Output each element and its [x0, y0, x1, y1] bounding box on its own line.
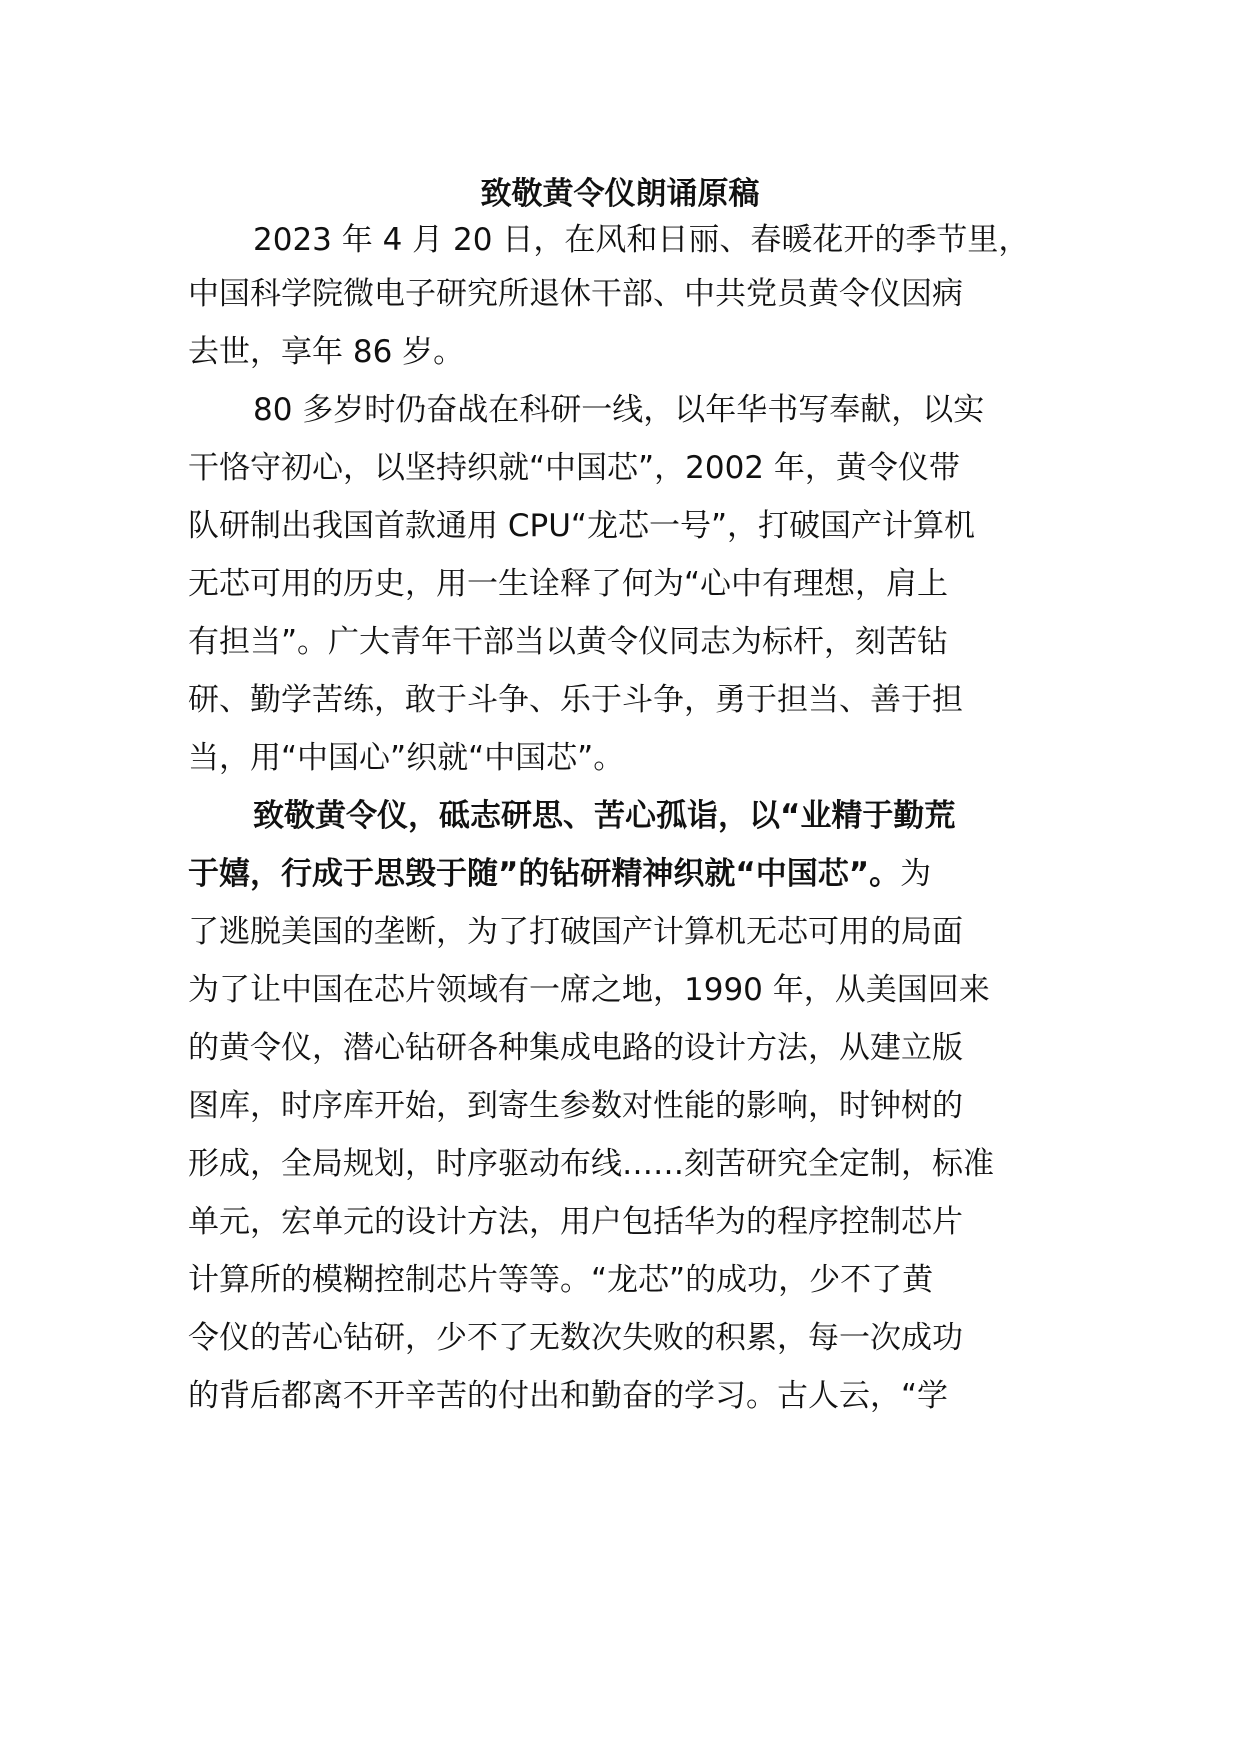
document-title: 致敬黄令仪朗诵原稿 [480, 176, 760, 212]
paragraph-2-line-4: 无芯可用的历史，用一生诠释了何为“心中有理想，肩上 [188, 566, 949, 602]
paragraph-3-bold-ending: 于嬉，行成于思毁于随”的钻研精神织就“中国芯”。 [188, 856, 901, 892]
paragraph-1-line-2: 中国科学院微电子研究所退休干部、中共党员黄令仪因病 [188, 276, 963, 312]
paragraph-1-line-1: 2023 年 4 月 20 日，在风和日丽、春暖花开的季节里， [253, 222, 1030, 258]
paragraph-3-normal-start: 为 [900, 856, 932, 892]
paragraph-3-line-2 [188, 852, 931, 896]
paragraph-3-line-1-bold: 致敬黄令仪，砥志研思、苦心孤诣，以“业精于勤荒 [253, 798, 956, 834]
paragraph-3-line-4: 为了让中国在芯片领域有一席之地，1990 年，从美国回来 [188, 972, 990, 1008]
paragraph-2-line-1: 80 多岁时仍奋战在科研一线，以年华书写奉献，以实 [253, 392, 985, 428]
paragraph-2-line-3: 队研制出我国首款通用 CPU“龙芯一号”，打破国产计算机 [188, 508, 976, 544]
paragraph-3-line-9: 计算所的模糊控制芯片等等。“龙芯”的成功，少不了黄 [188, 1262, 934, 1298]
paragraph-3-line-10: 令仪的苦心钻研，少不了无数次失败的积累，每一次成功 [188, 1320, 963, 1356]
paragraph-3-line-5: 的黄令仪，潜心钻研各种集成电路的设计方法，从建立版 [188, 1030, 963, 1066]
paragraph-3-line-3: 了逃脱美国的垄断，为了打破国产计算机无芯可用的局面 [188, 914, 963, 950]
paragraph-2-line-7: 当，用“中国心”织就“中国芯”。 [188, 740, 625, 776]
paragraph-3-line-8: 单元，宏单元的设计方法，用户包括华为的程序控制芯片 [188, 1204, 963, 1240]
paragraph-3-line-11: 的背后都离不开辛苦的付出和勤奋的学习。古人云，“学 [188, 1378, 949, 1414]
paragraph-2-line-2: 干恪守初心，以坚持织就“中国芯”，2002 年，黄令仪带 [188, 450, 960, 486]
paragraph-1-line-3: 去世，享年 86 岁。 [188, 334, 465, 370]
paragraph-2-line-6: 研、勤学苦练，敢于斗争、乐于斗争，勇于担当、善于担 [188, 682, 963, 718]
paragraph-2-line-5: 有担当”。广大青年干部当以黄令仪同志为标杆，刻苦钻 [188, 624, 949, 660]
paragraph-3-line-7: 形成，全局规划，时序驱动布线……刻苦研究全定制，标准 [188, 1146, 994, 1182]
paragraph-3-line-6: 图库，时序库开始，到寄生参数对性能的影响，时钟树的 [188, 1088, 963, 1124]
